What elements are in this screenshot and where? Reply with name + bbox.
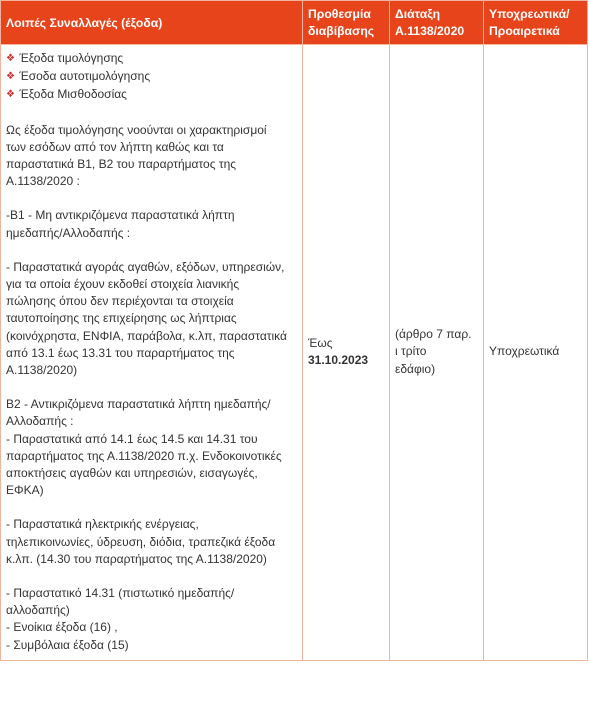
description-line: παραστατικά Β1, Β2 του παραρτήματος της (6, 157, 237, 172)
description-line: - Παραστατικά από 14.1 έως 14.5 και 14.31 του (6, 431, 258, 446)
description-line: αλλοδαπής) (6, 603, 70, 618)
bullet-label: Έξοδα Μισθοδοσίας (19, 87, 127, 102)
header-deadline-line2: διαβίβασης (308, 24, 375, 38)
description-line: - Παραστατικά αγοράς αγαθών, εξόδων, υπηρεσιών, (6, 259, 285, 274)
description-line: (κοινόχρηστα, ΕΝΦΙΑ, παράβολα, κ.λπ, παραστατικά (6, 328, 287, 343)
description-line: παραρτήματος της Α.1138/2020 π.χ. Ενδοκοινοτικές (6, 448, 282, 463)
description-line: - Ενοίκια έξοδα (16) , (6, 620, 118, 635)
table-header-row (1, 1, 588, 45)
bullet-list (6, 50, 297, 105)
description-line: Ως έξοδα τιμολόγησης νοούνται οι χαρακτηρισμοί (6, 122, 267, 137)
header-obligation (484, 1, 588, 45)
description-line: ΕΦΚΑ) (6, 483, 44, 498)
description-line: Α.1138/2020) (6, 363, 78, 378)
obligation-value: Υποχρεωτικά (489, 344, 560, 359)
provision-line3: εδάφιο) (395, 361, 436, 376)
provision-cell (390, 45, 484, 661)
description-line: τηλεπικοινωνίες, ύδρευση, διόδια, τραπεζικά έξοδα (6, 534, 276, 549)
description-line: των εσόδων από τον λήπτη καθώς και τα (6, 139, 224, 154)
description-line: -Β1 - Μη αντικριζόμενα παραστατικά λήπτη (6, 208, 235, 223)
description-line: για τα οποία έχουν εκδοθεί στοιχεία λιανικής (6, 277, 240, 292)
description-text (6, 122, 297, 654)
description-line: - Παραστατικό 14.31 (πιστωτικό ημεδαπής/ (6, 586, 235, 601)
provision-line1: (άρθρο 7 παρ. (395, 327, 472, 342)
list-item (6, 50, 297, 68)
description-line: Β2 - Αντικριζόμενα παραστατικά λήπτη ημεδαπής/ (6, 397, 271, 412)
description-line: κ.λπ. (14.30 του παραρτήματος της Α.1138/2020) (6, 551, 267, 566)
header-obligation-line2: Προαιρετικά (489, 24, 560, 38)
deadline-cell (303, 45, 390, 661)
obligation-cell (484, 45, 588, 661)
list-item (6, 68, 297, 86)
bullet-label: Έσοδα αυτοτιμολόγησης (19, 69, 151, 84)
description-line: ημεδαπής/Αλλοδαπής : (6, 225, 131, 240)
red-diamond-icon: ❖ (6, 71, 15, 83)
description-line: ταυτοποίησης της επιχείρησης ως λήπτριας (6, 311, 237, 326)
table-row (1, 45, 588, 661)
header-transactions (1, 1, 303, 45)
description-line: πώλησης όπου δεν περιέχονται τα στοιχεία (6, 294, 234, 309)
list-item (6, 86, 297, 104)
header-obligation-line1: Υποχρεωτικά/ (489, 7, 570, 21)
description-line: - Συμβόλαια έξοδα (15) (6, 637, 129, 652)
header-deadline-line1: Προθεσμία (308, 7, 371, 21)
red-diamond-icon: ❖ (6, 53, 15, 64)
description-line: αποκτήσεις αγαθών και υπηρεσιών, εισαγωγές, (6, 466, 258, 481)
header-provision-line1: Διάταξη (395, 7, 441, 21)
red-diamond-icon: ❖ (6, 89, 15, 101)
provision-line2: ι τρίτο (395, 344, 427, 359)
transactions-cell (1, 45, 303, 661)
header-provision (390, 1, 484, 45)
description-line: από 13.1 έως 13.31 του παραρτήματος της (6, 345, 235, 360)
description-line: - Παραστατικά ηλεκτρικής ενέργειας, (6, 517, 199, 532)
header-deadline (303, 1, 390, 45)
description-line: Αλλοδαπής : (6, 414, 74, 429)
description-line: Α.1138/2020 : (6, 174, 80, 189)
bullet-label: Έξοδα τιμολόγησης (19, 51, 124, 65)
header-provision-line2: Α.1138/2020 (395, 24, 465, 38)
header-transactions-label: Λοιπές Συναλλαγές (έξοδα) (6, 15, 163, 30)
deadline-date: 31.10.2023 (308, 352, 369, 367)
deadline-prefix: Έως (308, 335, 333, 350)
